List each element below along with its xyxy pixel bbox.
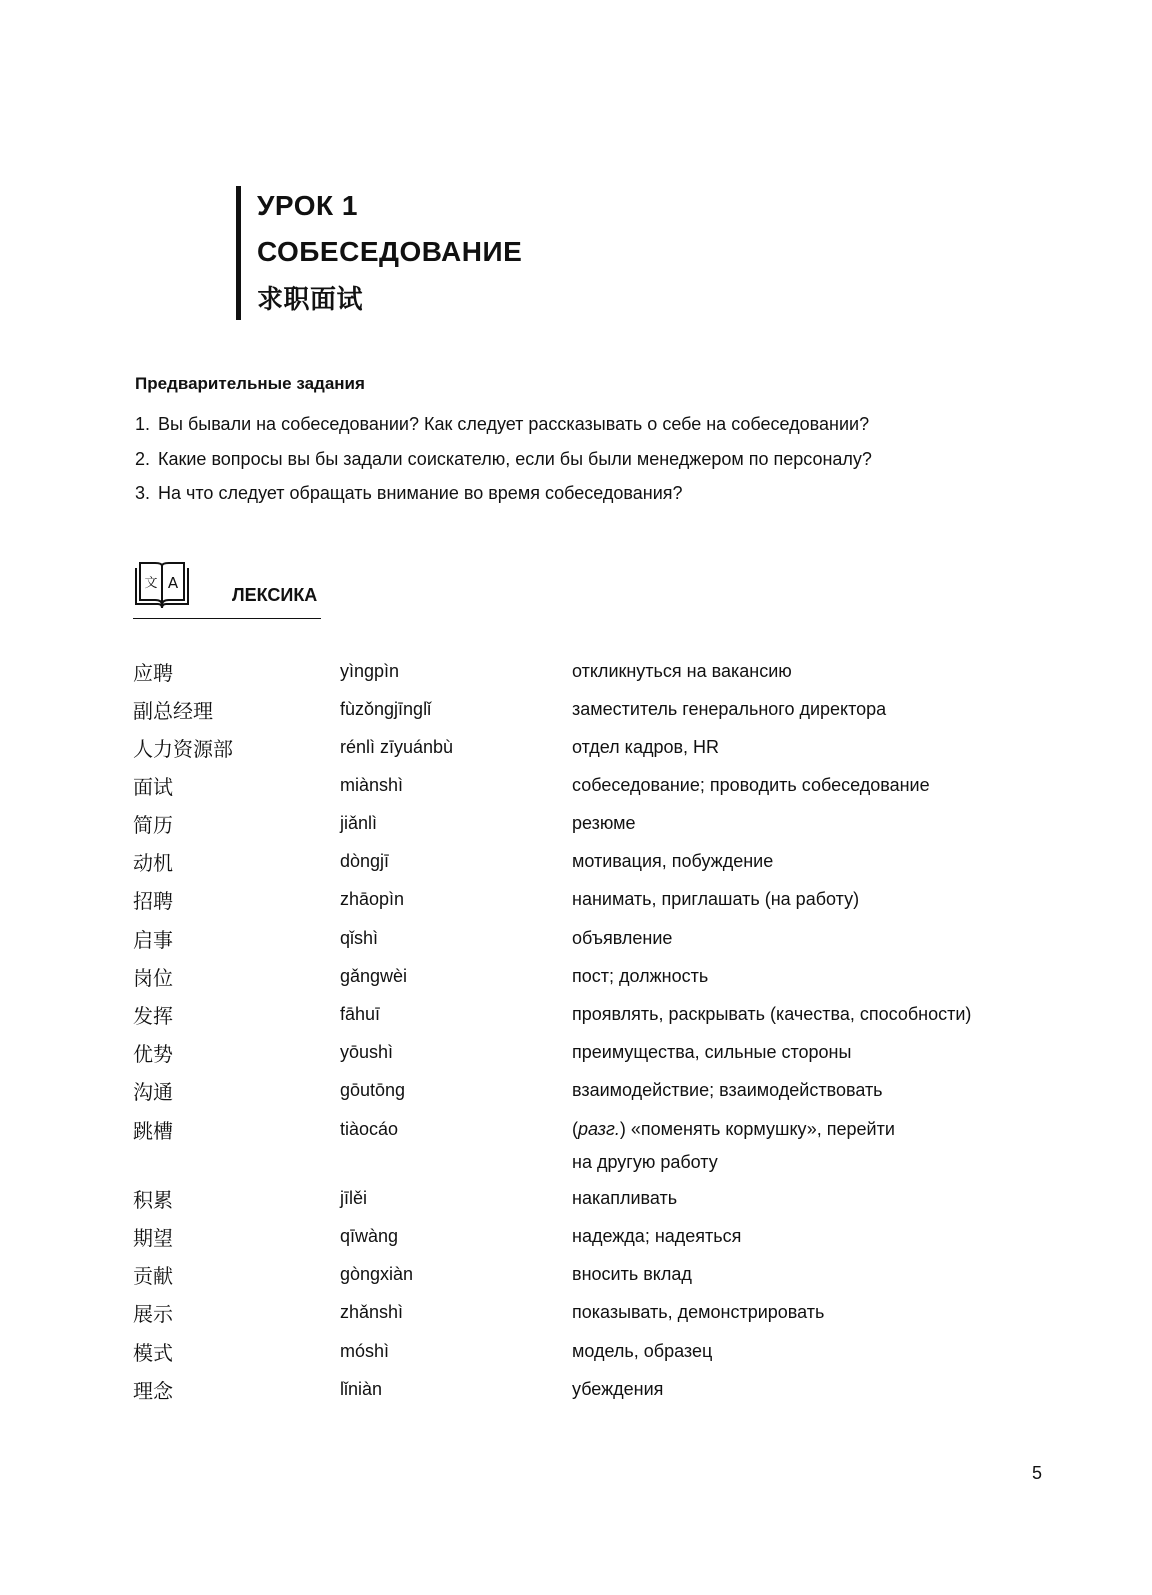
vocab-translation-rest: ) «поменять кормушку», перейти [619,1119,895,1139]
vocab-translation: преимущества, сильные стороны [572,1042,852,1062]
vocab-hanzi: 简历 [133,813,173,837]
task-text: На что следует обращать внимание во время собеседования? [158,483,683,503]
vocab-translation: надежда; надеяться [572,1226,742,1246]
lesson-title-zh: 求职面试 [257,285,364,315]
vocab-translation: вносить вклад [572,1264,692,1284]
page-number: 5 [1032,1463,1043,1483]
vocab-hanzi: 模式 [133,1341,173,1365]
task-number: 2. [135,449,151,469]
vocab-translation: показывать, демонстрировать [572,1302,825,1322]
vocab-hanzi: 面试 [133,775,173,799]
task-item [135,448,872,470]
task-item [135,413,869,435]
vocab-pinyin: zhǎnshì [340,1302,404,1322]
vocab-hanzi: 应聘 [133,661,173,685]
task-item [135,482,683,504]
vocab-hanzi: 招聘 [133,889,173,913]
vocab-hanzi: 期望 [133,1226,173,1250]
vocab-pinyin: dòngjī [340,851,390,871]
vocab-hanzi: 优势 [133,1042,173,1066]
vocab-translation-continued: на другую работу [572,1152,718,1172]
vocab-hanzi: 人力资源部 [133,737,233,761]
vocab-translation: модель, образец [572,1341,713,1361]
vocab-hanzi: 沟通 [133,1080,173,1104]
vocab-translation: откликнуться на вакансию [572,661,792,681]
vocab-translation: резюме [572,813,636,833]
vocab-usage-note: разг. [578,1119,620,1139]
vocab-translation: накапливать [572,1188,678,1208]
vocab-translation [572,1117,1032,1141]
vocab-pinyin: fāhuī [340,1004,381,1024]
vocab-hanzi: 副总经理 [133,699,213,723]
vocab-pinyin: miànshì [340,775,404,795]
task-number: 1. [135,414,151,434]
vocab-pinyin: jiǎnlì [340,813,378,833]
vocab-pinyin: gǎngwèi [340,966,408,986]
vocab-pinyin: móshì [340,1341,390,1361]
vocab-translation: взаимодействие; взаимодействовать [572,1080,883,1100]
vocab-pinyin: yìngpìn [340,661,400,681]
vocab-translation: нанимать, приглашать (на работу) [572,889,860,909]
vocab-hanzi: 贡献 [133,1264,173,1288]
vocab-pinyin: tiàocáo [340,1119,399,1139]
vocab-pinyin: qǐshì [340,928,379,948]
vocab-hanzi: 理念 [133,1379,173,1403]
vocab-hanzi: 跳槽 [133,1119,173,1143]
vocab-translation: убеждения [572,1379,664,1399]
vocab-pinyin: rénlì zīyuánbù [340,737,454,757]
vocab-translation: пост; должность [572,966,709,986]
vocab-translation: объявление [572,928,673,948]
vocab-translation: отдел кадров, HR [572,737,720,757]
vocab-translation: мотивация, побуждение [572,851,774,871]
vocab-pinyin: zhāopìn [340,889,405,909]
task-number: 3. [135,483,151,503]
lexicon-divider [133,618,321,619]
book-translate-icon [133,560,191,610]
vocab-pinyin: gōutōng [340,1080,406,1100]
lesson-title-ru: СОБЕСЕДОВАНИЕ [257,236,523,267]
lexicon-heading: ЛЕКСИКА [232,585,318,605]
vocab-hanzi: 岗位 [133,966,173,990]
lexicon-icon-glyph-right: A [167,574,179,592]
vocab-hanzi: 积累 [133,1188,173,1212]
vocab-pinyin: gòngxiàn [340,1264,414,1284]
vocab-pinyin: fùzǒngjīnglǐ [340,699,432,719]
vocab-translation: заместитель генерального директора [572,699,887,719]
vocab-hanzi: 发挥 [133,1004,173,1028]
vocab-translation: проявлять, раскрывать (качества, способности) [572,1004,972,1024]
vocab-translation: собеседование; проводить собеседование [572,775,930,795]
task-text: Какие вопросы вы бы задали соискателю, если бы были менеджером по персоналу? [158,449,872,469]
vocab-hanzi: 动机 [133,851,173,875]
vocab-pinyin: yōushì [340,1042,394,1062]
lesson-title-block [236,186,741,320]
vocab-hanzi: 展示 [133,1302,173,1326]
preliminary-heading: Предварительные задания [135,374,365,393]
vocab-pinyin: jīlěi [340,1188,368,1208]
vocab-pinyin: lǐniàn [340,1379,383,1399]
lesson-number: УРОК 1 [257,190,358,221]
task-text: Вы бывали на собеседовании? Как следует рассказывать о себе на собеседовании? [158,414,870,434]
vocab-hanzi: 启事 [133,928,173,952]
lexicon-icon-glyph-left: 文 [144,576,158,591]
vocab-pinyin: qīwàng [340,1226,399,1246]
vocab-translation-open: ( [572,1119,578,1139]
